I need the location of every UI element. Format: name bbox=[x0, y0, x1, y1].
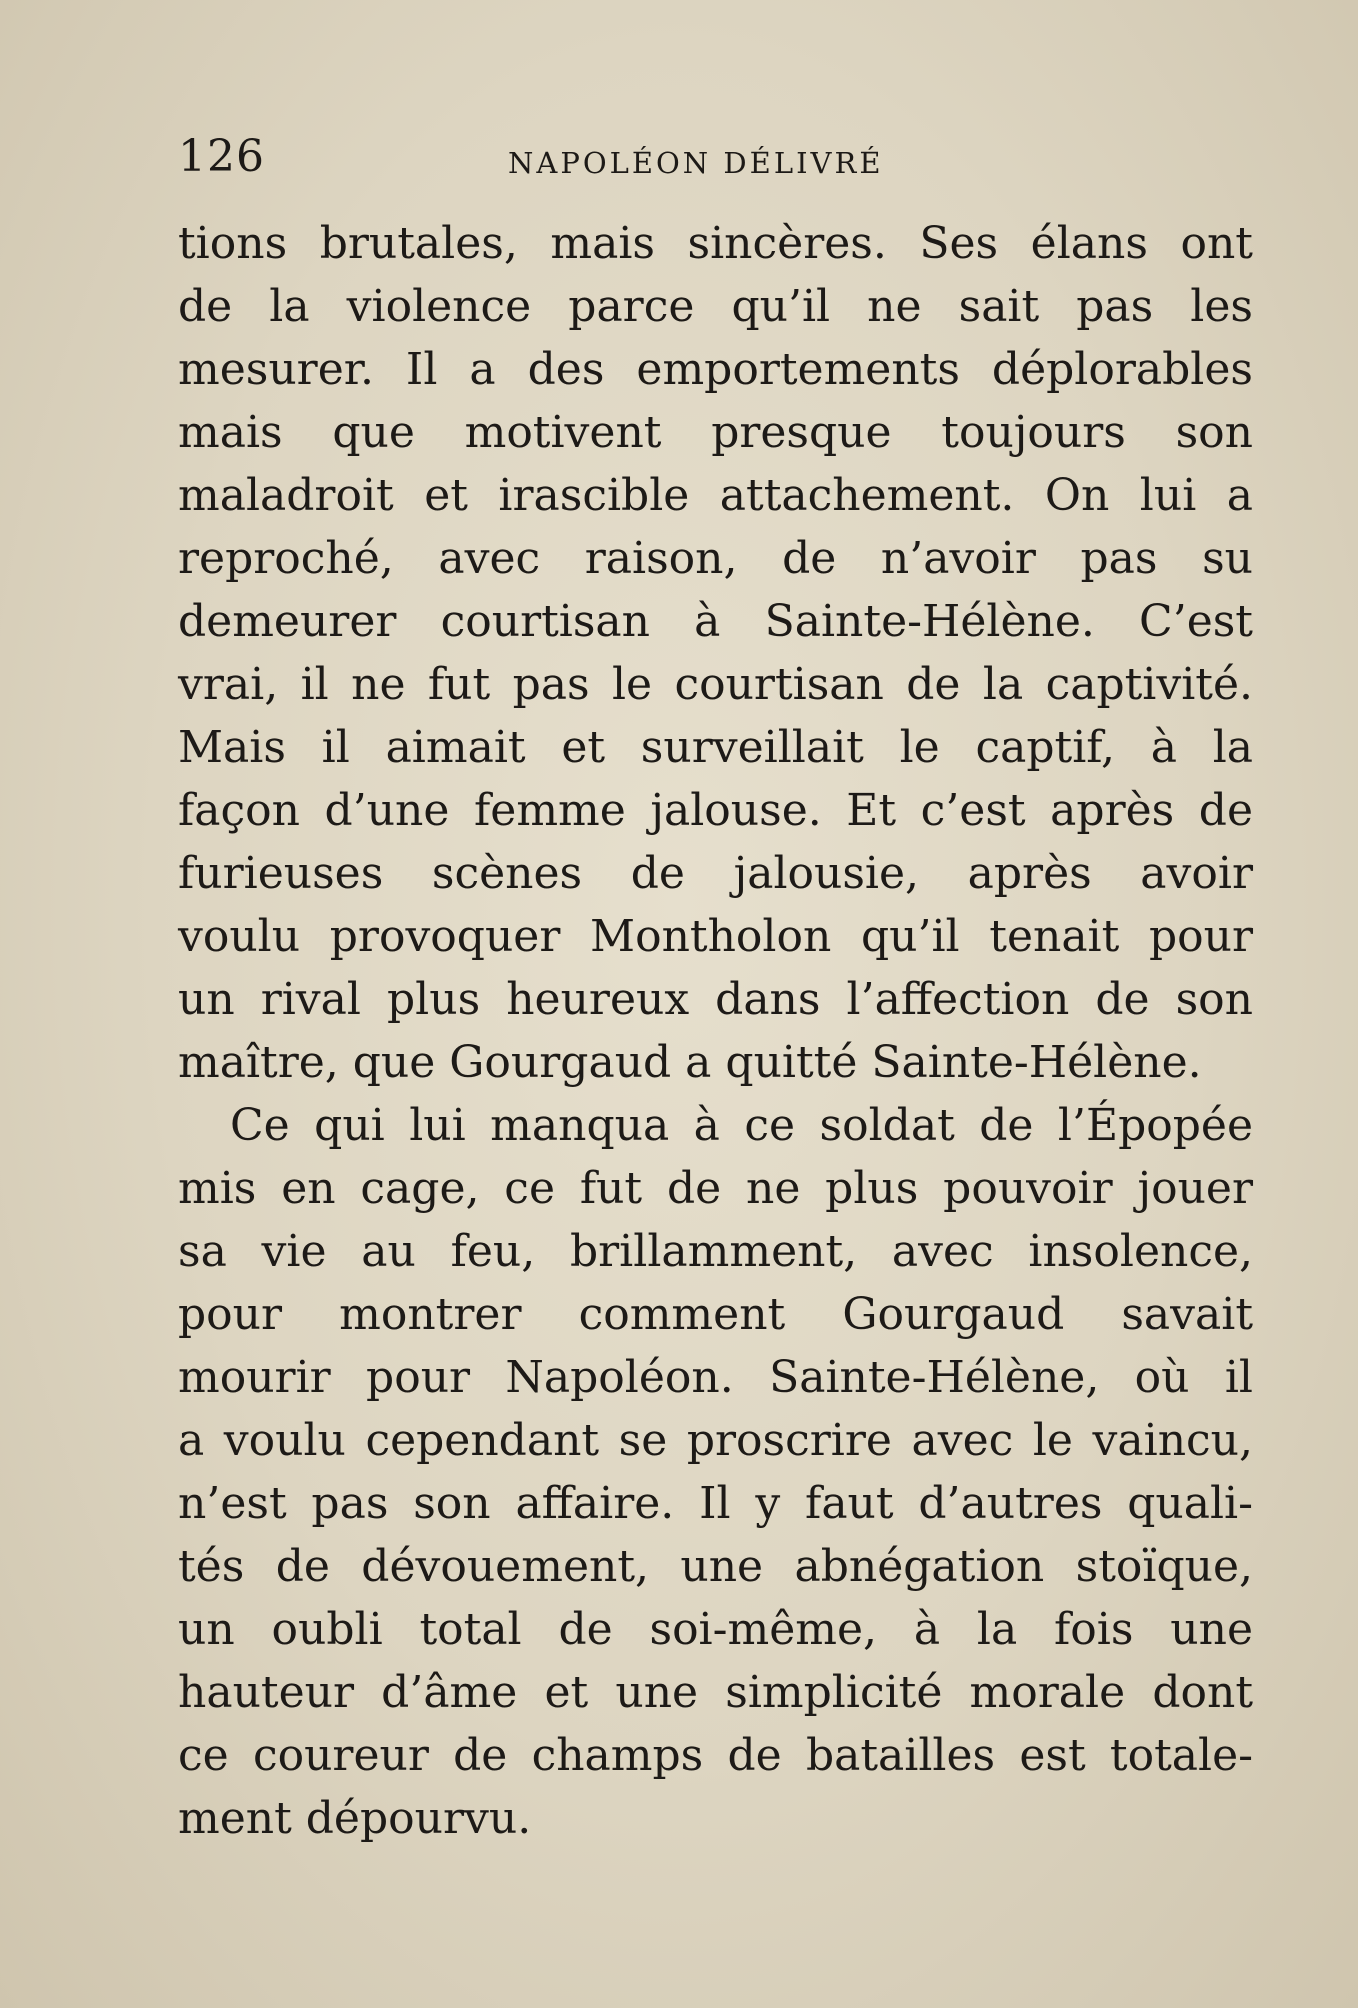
text-line: un rival plus heureux dans l’affection de son bbox=[178, 974, 1253, 1025]
text-line: un oubli total de soi-même, à la fois une bbox=[178, 1604, 1253, 1655]
text-line: hauteur d’âme et une simplicité morale dont bbox=[178, 1667, 1253, 1718]
text-line: mesurer. Il a des emportements déplorables bbox=[178, 344, 1253, 395]
text-line: tés de dévouement, une abnégation stoïque, bbox=[178, 1541, 1253, 1592]
running-title: NAPOLÉON DÉLIVRÉ bbox=[508, 146, 884, 180]
text-line: ment dépourvu. bbox=[178, 1793, 532, 1844]
text-line: reproché, avec raison, de n’avoir pas su bbox=[178, 533, 1253, 584]
text-line: sa vie au feu, brillamment, avec insolence, bbox=[178, 1226, 1253, 1277]
text-line: mis en cage, ce fut de ne plus pouvoir jouer bbox=[178, 1163, 1253, 1214]
text-line: façon d’une femme jalouse. Et c’est après de bbox=[178, 785, 1253, 836]
text-line: a voulu cependant se proscrire avec le vaincu, bbox=[178, 1415, 1253, 1466]
text-line: mais que motivent presque toujours son bbox=[178, 407, 1253, 458]
text-line: pour montrer comment Gourgaud savait bbox=[178, 1289, 1253, 1340]
page-number: 126 bbox=[178, 131, 265, 182]
running-head bbox=[178, 132, 1258, 192]
text-line: n’est pas son affaire. Il y faut d’autres quali- bbox=[178, 1478, 1253, 1529]
text-line: Ce qui lui manqua à ce soldat de l’Épopée bbox=[230, 1100, 1253, 1151]
text-line: de la violence parce qu’il ne sait pas les bbox=[178, 281, 1253, 332]
text-line: demeurer courtisan à Sainte-Hélène. C’est bbox=[178, 596, 1253, 647]
text-line: voulu provoquer Montholon qu’il tenait pour bbox=[178, 911, 1253, 962]
text-line: vrai, il ne fut pas le courtisan de la captivité. bbox=[178, 659, 1253, 710]
text-line: tions brutales, mais sincères. Ses élans ont bbox=[178, 218, 1253, 269]
body-text bbox=[178, 212, 1253, 1850]
text-line: maladroit et irascible attachement. On lui a bbox=[178, 470, 1253, 521]
text-line: Mais il aimait et surveillait le captif, à la bbox=[178, 722, 1253, 773]
text-line: ce coureur de champs de batailles est totale- bbox=[178, 1730, 1253, 1781]
text-line: maître, que Gourgaud a quitté Sainte-Hélène. bbox=[178, 1037, 1202, 1088]
text-line: mourir pour Napoléon. Sainte-Hélène, où il bbox=[178, 1352, 1253, 1403]
text-line: furieuses scènes de jalousie, après avoir bbox=[178, 848, 1253, 899]
